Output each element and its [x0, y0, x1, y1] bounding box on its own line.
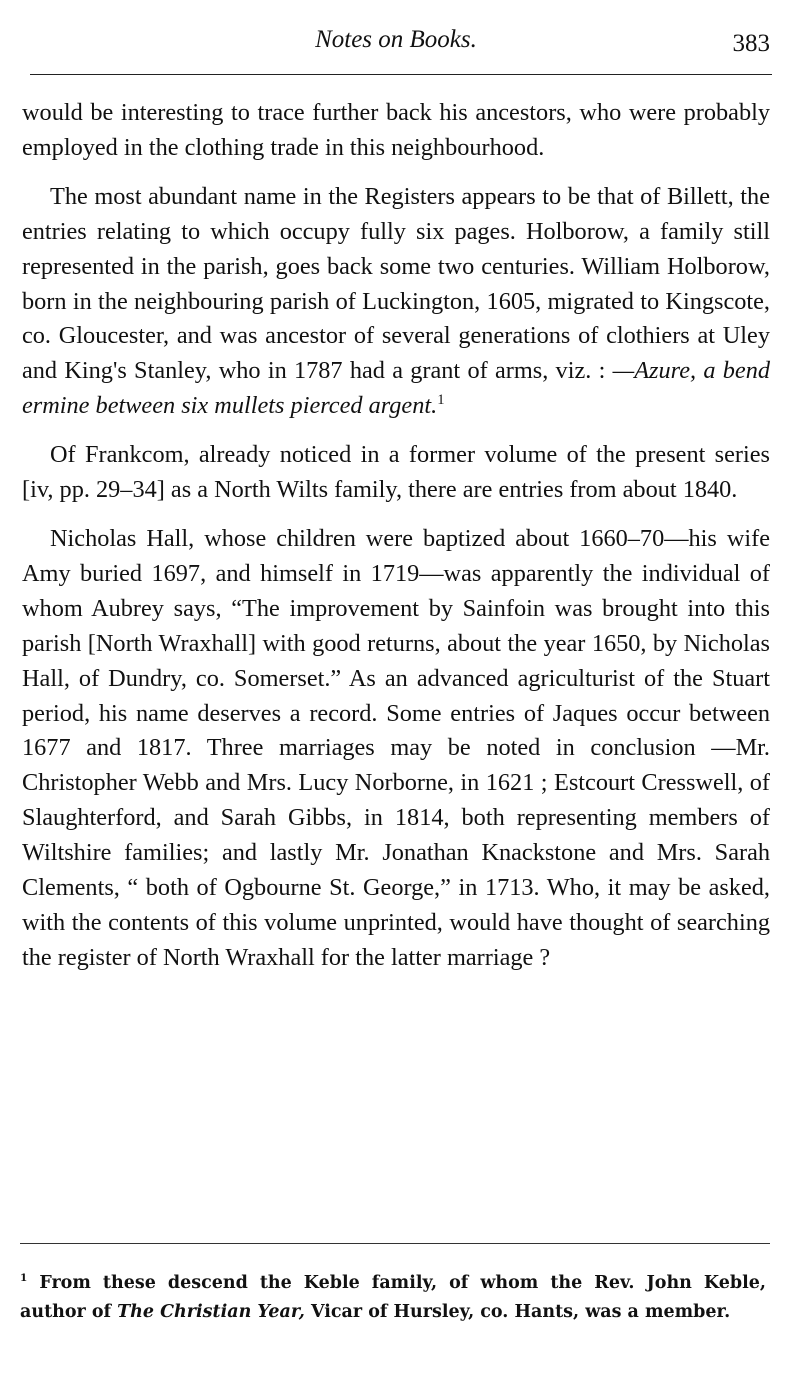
paragraph-3: Of Frankcom, already noticed in a former volume of the present series [iv, pp. 29–34] as a North Wilts family, there are entries from about 1840. — [22, 441, 770, 504]
page-header — [22, 24, 770, 64]
main-text — [22, 96, 770, 990]
footnote-text-after: Vicar of Hursley, co. Hants, was a member. — [310, 1302, 731, 1322]
footnote-text-before: From these descend the Keble family, of whom the Rev. John Keble, author of — [20, 1273, 766, 1322]
running-title: Notes on Books. — [315, 26, 477, 53]
blazon-text: —Azure, a bend ermine between six mullets pierced argent. — [22, 357, 770, 420]
footnote-rule — [20, 1243, 770, 1244]
header-rule — [30, 74, 772, 75]
footnote-reference: 1 — [437, 392, 445, 409]
paragraph-4: Nicholas Hall, whose children were baptized about 1660–70—his wife Amy buried 1697, and himself in 1719—was apparently the individual of whom Aubrey says, “The improvement by Sainfoin was brought into this parish [North Wraxhall] with good returns, about the year 1650, by Nicholas Hall, of Dundry, co. Somerset.” As an advanced agriculturist of the Stuart period, his name deserves a record. Some entries of Jaques occur between 1677 and 1817. Three marriages may be noted in conclusion —Mr. Christopher Webb and Mrs. Lucy Norborne, in 1621 ; Estcourt Cresswell, of Slaughterford, and Sarah Gibbs, in 1814, both representing members of Wiltshire families; and lastly Mr. Jonathan Knackstone and Mrs. Sarah Clements, “ both of Ogbourne St. George,” in 1713. Who, it may be asked, with the contents of this volume unprinted, would have thought of searching the register of North Wraxhall for the latter marriage ? — [22, 524, 770, 971]
page-number: 383 — [732, 30, 770, 57]
footnote-marker: 1 — [20, 1272, 28, 1285]
paragraph-2-text: The most abundant name in the Registers appears to be that of Billett, the entries relating to which occupy fully six pages. Holborow, a family still represented in the parish, goes back some two centuries. William Holborow, born in the neighbouring parish of Luckington, 1605, migrated to Kingscote, co. Gloucester, and was ancestor of several generations of clothiers at Uley and King's Stanley, who in 1787 had a grant of arms, viz. : — [22, 182, 770, 385]
footnote — [20, 1269, 766, 1327]
paragraph-2 — [22, 180, 770, 424]
paragraph-1: would be interesting to trace further back his ancestors, who were probably employed in the clothing trade in this neighbourhood. — [22, 99, 770, 161]
footnote-book-title: The Christian Year, — [117, 1302, 305, 1322]
